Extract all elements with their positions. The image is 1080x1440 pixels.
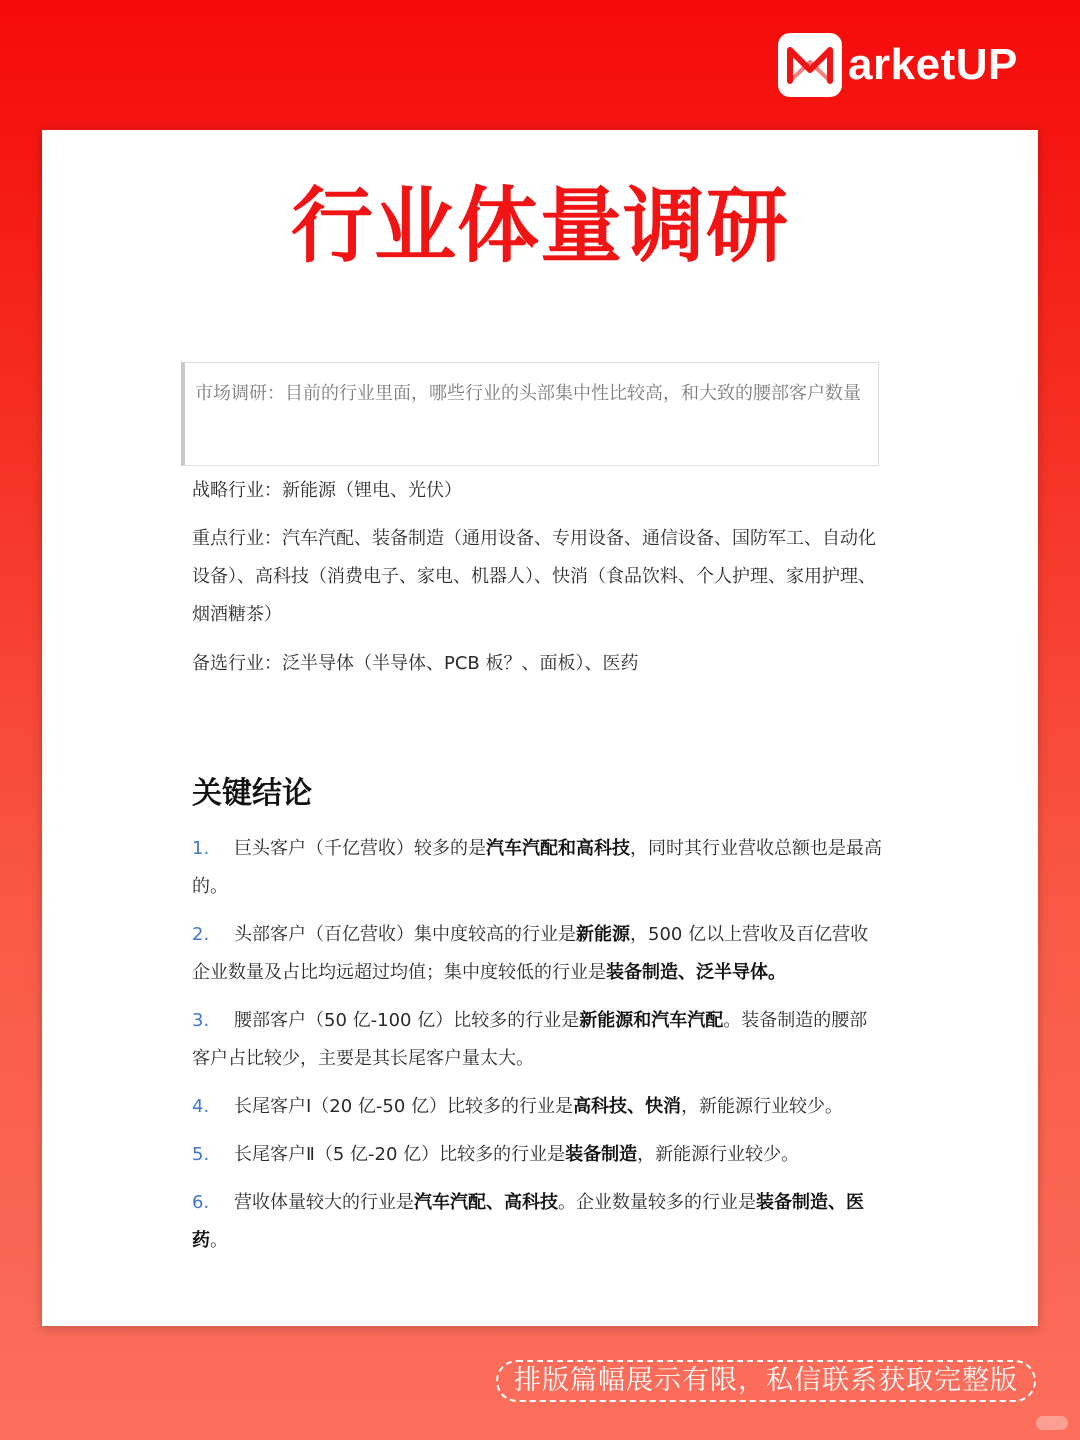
conclusion-item xyxy=(192,1136,882,1174)
brand-logo-icon xyxy=(778,33,842,97)
conclusion-text: 巨头客户（千亿营收）较多的是 xyxy=(234,838,486,859)
alternative-industry-paragraph: 备选行业：泛半导体（半导体、PCB 板？、面板）、医药 xyxy=(192,653,639,674)
conclusion-number: 4. xyxy=(192,1096,210,1117)
conclusion-text: 长尾客户Ⅱ（5 亿-20 亿）比较多的行业是 xyxy=(234,1144,566,1165)
conclusion-text: 。 xyxy=(210,1230,228,1251)
conclusion-item xyxy=(192,916,882,992)
footer-notice: 排版篇幅展示有限，私信联系获取完整版 xyxy=(496,1360,1036,1402)
strategic-industry-paragraph: 战略行业：新能源（锂电、光伏） xyxy=(192,480,462,501)
conclusion-text: 长尾客户Ⅰ（20 亿-50 亿）比较多的行业是 xyxy=(234,1096,574,1117)
page-title: 行业体量调研 xyxy=(290,179,789,274)
conclusion-number: 6. xyxy=(192,1192,210,1213)
conclusions-list xyxy=(192,830,882,1270)
conclusion-number: 2. xyxy=(192,924,210,945)
conclusion-text: 头部客户（百亿营收）集中度较高的行业是 xyxy=(234,924,576,945)
conclusion-text: 。装备制造的腰部客户占比较少，主要是其长尾客户量太大。 xyxy=(192,1010,868,1069)
conclusion-emphasis: 新能源 xyxy=(576,924,630,945)
conclusion-text: ，500 亿以上营收及百亿营收企业数量及占比均远超过均值；集中度较低的行业是 xyxy=(192,924,869,983)
conclusion-emphasis: 装备制造 xyxy=(565,1144,638,1165)
conclusion-emphasis: 汽车汽配、高科技 xyxy=(414,1192,558,1213)
conclusion-emphasis: 汽车汽配和高科技 xyxy=(486,838,630,859)
conclusion-item xyxy=(192,1184,882,1260)
brand-logo xyxy=(778,32,1018,98)
conclusion-item xyxy=(192,830,882,906)
conclusion-number: 5. xyxy=(192,1144,210,1165)
conclusion-text: ，新能源行业较少。 xyxy=(637,1144,800,1165)
document-page xyxy=(42,130,1038,1326)
brand-name: arketUP xyxy=(848,40,1018,89)
key-industry-paragraph: 重点行业：汽车汽配、装备制造（通用设备、专用设备、通信设备、国防军工、自动化设备）、高科技（消费电子、家电、机器人）、快消（食品饮料、个人护理、家用护理、烟酒糖茶） xyxy=(192,528,876,625)
watermark-badge xyxy=(1036,1416,1068,1430)
conclusion-emphasis: 装备制造、医药 xyxy=(192,1192,864,1251)
research-question-quote: 市场调研：目前的行业里面，哪些行业的头部集中性比较高，和大致的腰部客户数量 xyxy=(181,362,879,466)
conclusion-emphasis: 装备制造、泛半导体。 xyxy=(606,962,786,983)
conclusion-number: 1. xyxy=(192,838,210,859)
conclusion-text: ，新能源行业较少。 xyxy=(681,1096,844,1117)
conclusion-text: ，同时其行业营收总额也是最高的。 xyxy=(192,838,882,897)
conclusions-heading: 关键结论 xyxy=(192,776,312,811)
conclusion-text: 。企业数量较多的行业是 xyxy=(558,1192,756,1213)
conclusion-text: 腰部客户（50 亿-100 亿）比较多的行业是 xyxy=(234,1010,580,1031)
conclusion-item xyxy=(192,1002,882,1078)
conclusion-number: 3. xyxy=(192,1010,210,1031)
conclusion-emphasis: 新能源和汽车汽配 xyxy=(579,1010,724,1031)
conclusion-item xyxy=(192,1088,882,1126)
conclusion-emphasis: 高科技、快消 xyxy=(573,1096,682,1117)
conclusion-text: 营收体量较大的行业是 xyxy=(234,1192,414,1213)
